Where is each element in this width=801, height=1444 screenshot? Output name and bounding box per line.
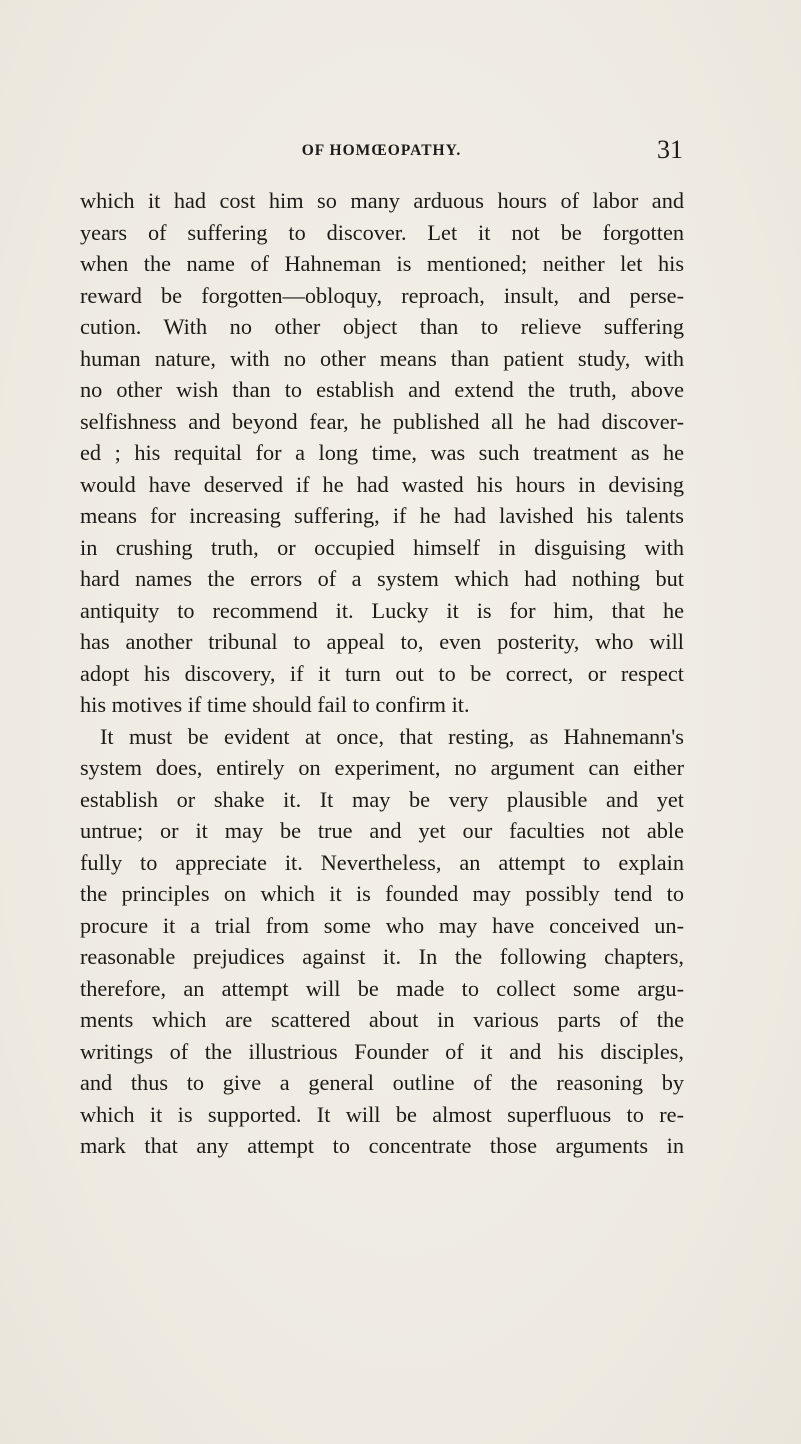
text-line: hard names the errors of a system which had nothing but [80,566,684,591]
text-line: which it is supported. It will be almost superfluous to re- [80,1101,684,1127]
text-line: and thus to give a general outline of the reasoning by [80,1070,684,1095]
text-line: has another tribunal to appeal to, even posterity, who will [80,629,684,654]
page-number: 31 [657,135,683,164]
text-line: untrue; or it may be true and yet our faculties not able [80,818,684,843]
text-line: when the name of Hahneman is mentioned; neither let his [80,251,684,276]
running-head: OF HOMŒOPATHY. [301,142,462,159]
body-text [80,185,684,1162]
text-line: selfishness and beyond fear, he published all he had discover- [80,408,684,434]
paragraph-last-line: his motives if time should fail to confirm it. [80,692,470,717]
text-line: ed ; his requital for a long time, was such treatment as he [80,440,684,465]
text-line: years of suffering to discover. Let it not be forgotten [80,219,684,245]
text-line: which it had cost him so many arduous hours of labor and [80,188,684,213]
text-line: would have deserved if he had wasted his hours in devising [80,471,684,497]
text-line: fully to appreciate it. Nevertheless, an attempt to explain [80,849,684,875]
text-line: no other wish than to establish and extend the truth, above [80,377,684,402]
text-line: means for increasing suffering, if he had lavished his talents [80,503,684,528]
text-line: system does, entirely on experiment, no argument can either [80,755,684,780]
text-line: mark that any attempt to concentrate those arguments in [80,1133,684,1158]
text-line: establish or shake it. It may be very plausible and yet [80,786,684,812]
text-line: procure it a trial from some who may have conceived un- [80,912,684,938]
text-line: cution. With no other object than to relieve suffering [80,314,684,339]
text-line: human nature, with no other means than patient study, with [80,345,684,371]
text-line: ments which are scattered about in various parts of the [80,1007,684,1032]
text-line: therefore, an attempt will be made to collect some argu- [80,975,684,1001]
page-header [80,135,683,170]
text-line: antiquity to recommend it. Lucky it is for him, that he [80,597,684,623]
text-line: writings of the illustrious Founder of it and his disciples, [80,1038,684,1064]
paragraph-first-line: It must be evident at once, that resting, as Hahnemann's [100,723,684,749]
text-line: reward be forgotten—obloquy, reproach, insult, and perse- [80,282,684,308]
text-line: the principles on which it is founded may possibly tend to [80,881,684,906]
text-line: adopt his discovery, if it turn out to be correct, or respect [80,660,684,686]
text-line: in crushing truth, or occupied himself in disguising with [80,534,684,560]
text-line: reasonable prejudices against it. In the following chapters, [80,944,684,969]
